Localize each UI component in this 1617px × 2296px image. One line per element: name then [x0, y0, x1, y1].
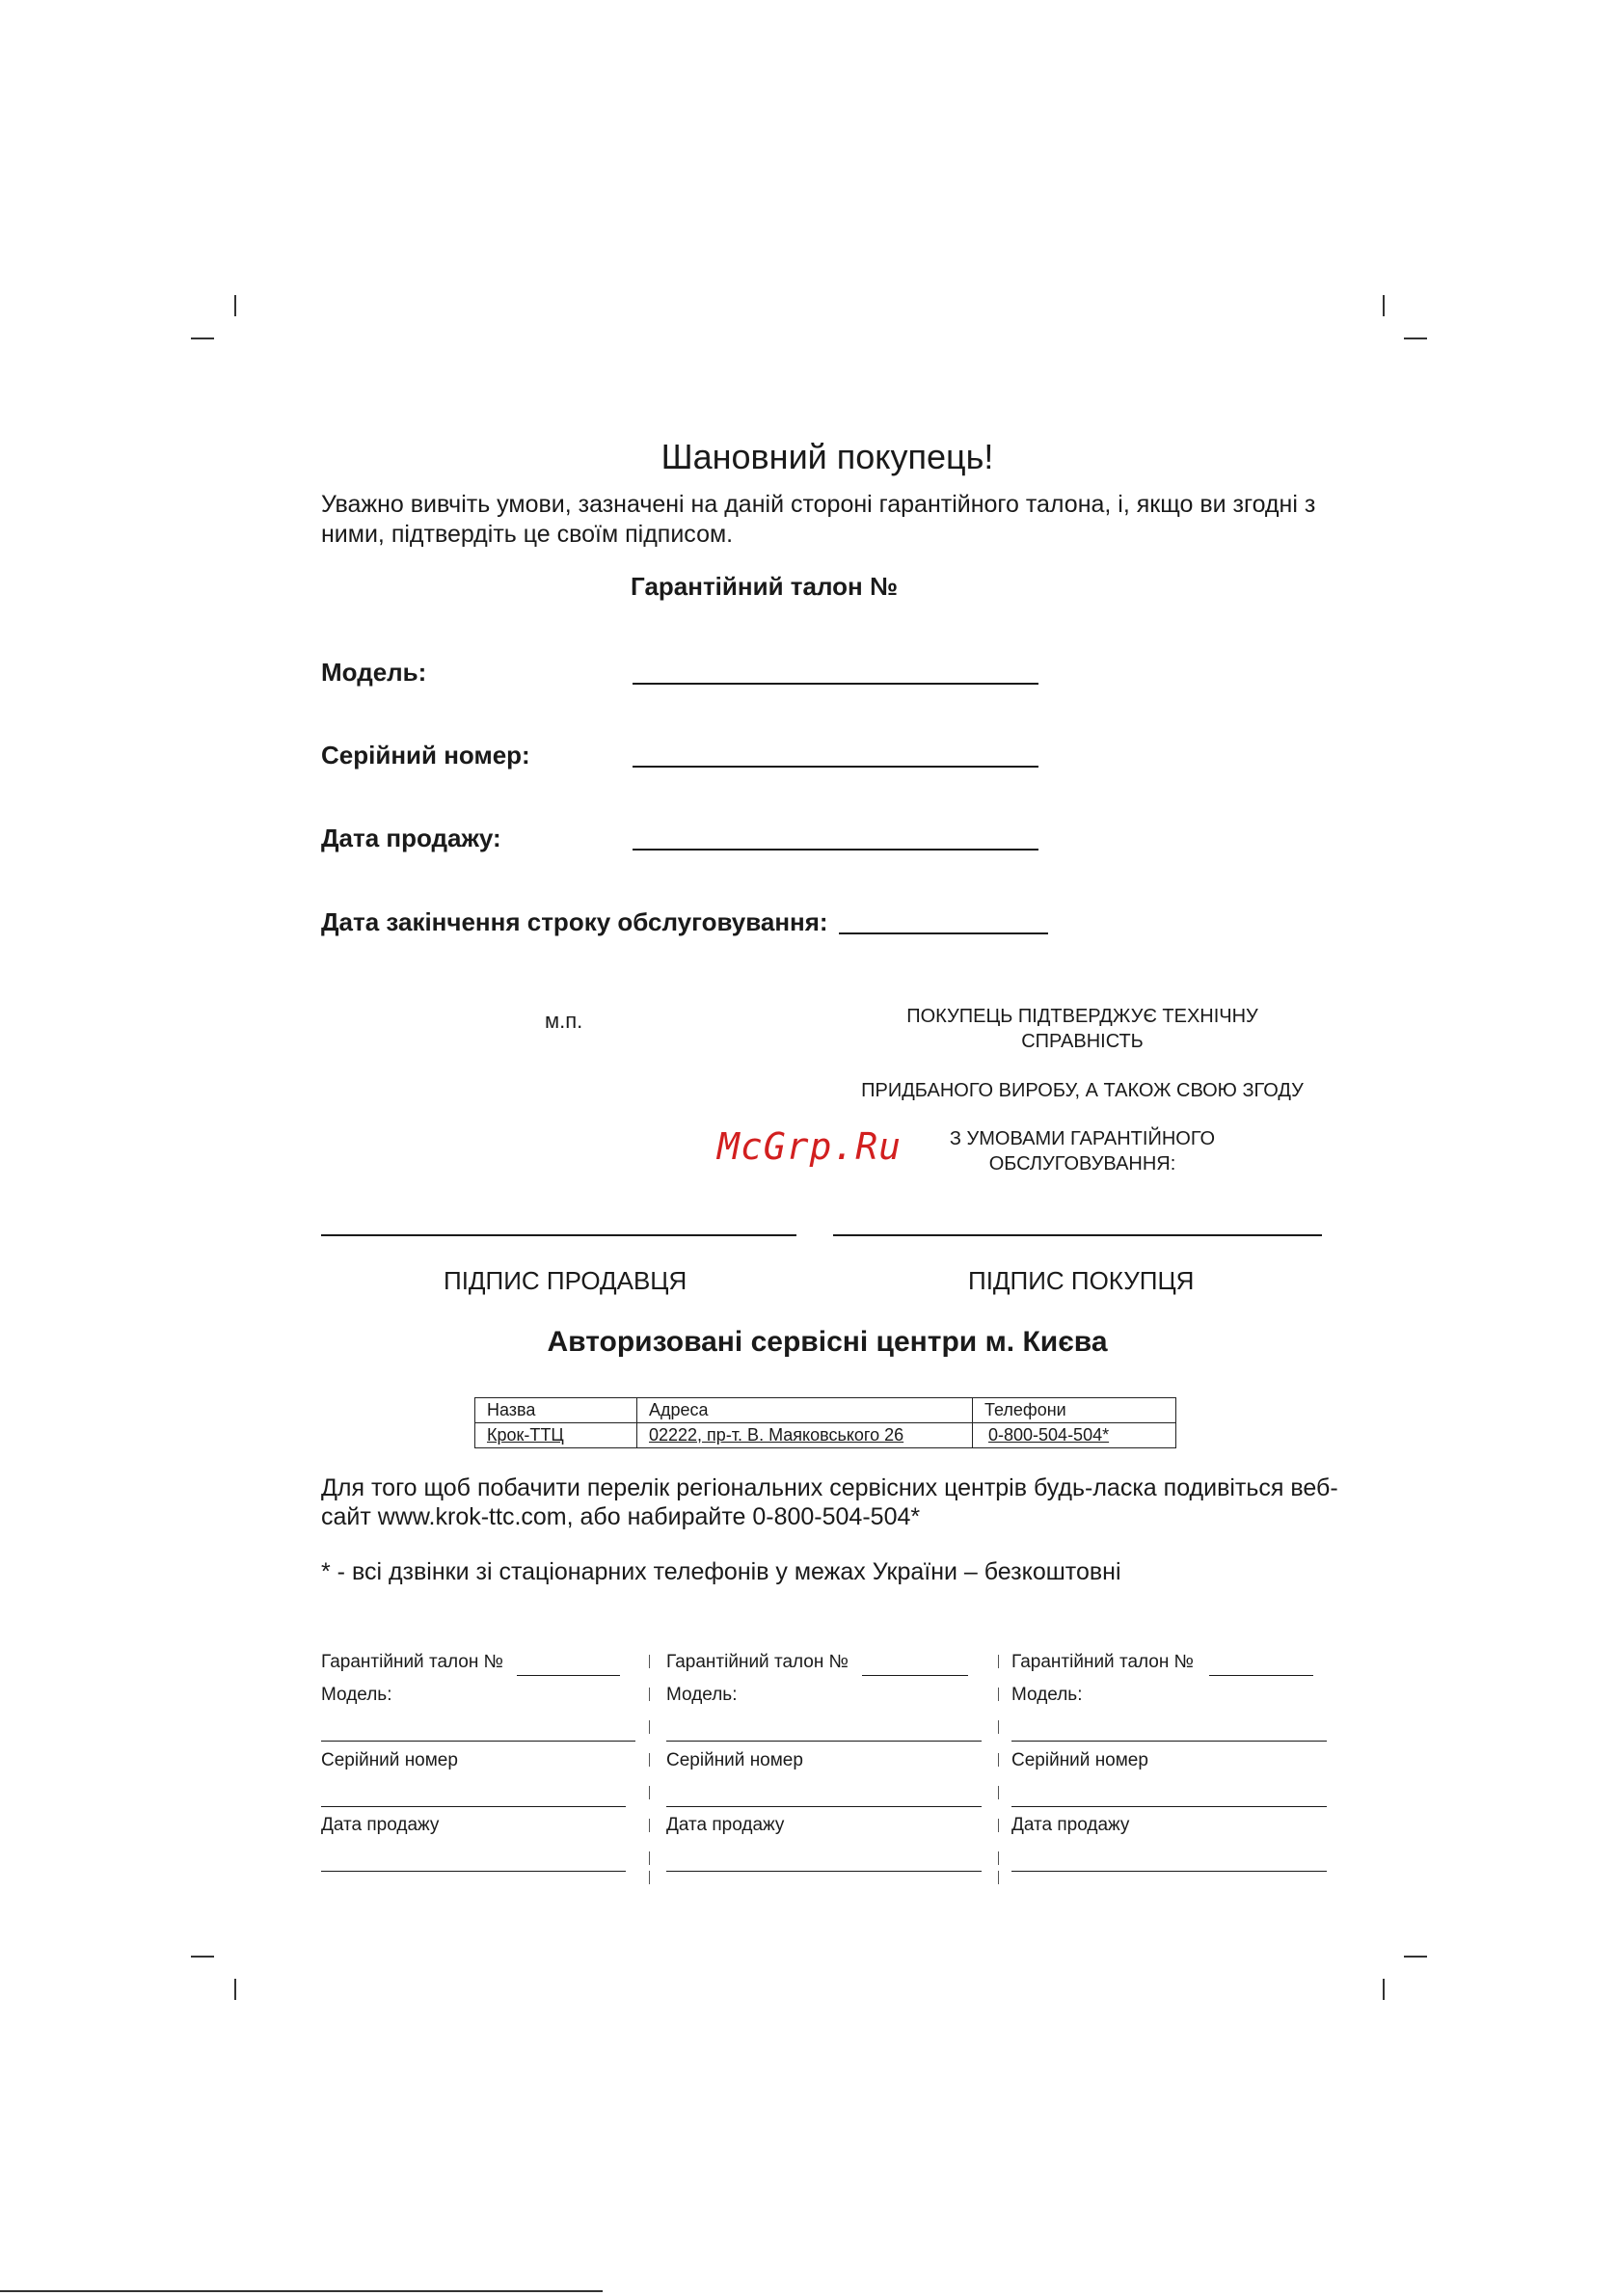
stamp-label: м.п. [545, 1009, 583, 1033]
perforation-tick [649, 1819, 650, 1832]
seller-signature-label: ПІДПИС ПРОДАВЦЯ [444, 1266, 687, 1295]
table-cell[interactable]: Крок-ТТЦ [475, 1423, 637, 1448]
coupon-model-field[interactable] [666, 1741, 982, 1742]
coupon-serial-label: Серійний номер [666, 1750, 803, 1770]
regional-note: Для того щоб побачити перелік регіональних сервісних центрів будь-ласка подивіться веб-сайт www.krok-ttc.com, або набирайте 0-800-504-504* [321, 1474, 1338, 1530]
coupon-head: Гарантійний талон № [1011, 1652, 1195, 1672]
buyer-confirm-line1: ПОКУПЕЦЬ ПІДТВЕРДЖУЄ ТЕХНІЧНУ [906, 1006, 1258, 1027]
table-header-cell: Телефони [973, 1398, 1176, 1423]
sale-date-label: Дата продажу: [321, 824, 501, 852]
coupon-model-field[interactable] [321, 1741, 635, 1742]
coupon-date-field[interactable] [321, 1871, 626, 1872]
perforation-tick [998, 1819, 999, 1832]
coupon-head: Гарантійний талон № [321, 1652, 504, 1672]
perforation-tick [649, 1688, 650, 1701]
bottom-rule [0, 2290, 603, 2292]
crop-mark [191, 338, 214, 339]
watermark-logo: McGrp.Ru [717, 1125, 903, 1168]
table-header-cell: Адреса [637, 1398, 973, 1423]
sale-date-field[interactable] [633, 849, 1038, 851]
coupon-date-label: Дата продажу [666, 1815, 785, 1835]
centers-title: Авторизовані сервісні центри м. Києва [547, 1326, 1108, 1358]
perforation-tick [998, 1786, 999, 1799]
service-end-label: Дата закінчення строку обслуговування: [321, 907, 828, 936]
crop-mark [234, 295, 236, 316]
serial-field[interactable] [633, 766, 1038, 768]
coupon-serial-field[interactable] [1011, 1806, 1327, 1807]
buyer-signature-label: ПІДПИС ПОКУПЦЯ [968, 1266, 1195, 1295]
perforation-tick [998, 1851, 999, 1865]
perforation-tick [649, 1871, 650, 1884]
coupon-serial-field[interactable] [666, 1806, 982, 1807]
coupon-model-field[interactable] [1011, 1741, 1327, 1742]
coupon-date-field[interactable] [666, 1871, 982, 1872]
perforation-tick [649, 1753, 650, 1767]
coupon-number-field[interactable] [862, 1675, 968, 1676]
perforation-tick [649, 1786, 650, 1799]
perforation-tick [649, 1720, 650, 1734]
table-row [475, 1423, 1176, 1448]
free-calls-note: * - всі дзвінки зі стаціонарних телефонів у межах України – безкоштовні [321, 1558, 1121, 1585]
buyer-confirm-line5: ОБСЛУГОВУВАННЯ: [988, 1153, 1176, 1175]
seller-signature-line[interactable] [321, 1234, 796, 1236]
coupon-date-field[interactable] [1011, 1871, 1327, 1872]
coupon-serial-label: Серійний номер [321, 1750, 458, 1770]
page-title: Шановний покупець! [660, 437, 994, 476]
coupon-date-label: Дата продажу [321, 1815, 440, 1835]
coupon [1011, 1652, 1330, 1883]
coupon-date-label: Дата продажу [1011, 1815, 1130, 1835]
table-header-cell: Назва [475, 1398, 637, 1423]
serial-label: Серійний номер: [321, 741, 530, 770]
crop-mark [1404, 1956, 1427, 1958]
coupon-model-label: Модель: [321, 1685, 392, 1705]
crop-mark [1404, 338, 1427, 339]
buyer-confirm-line4: З УМОВАМИ ГАРАНТІЙНОГО [949, 1128, 1216, 1149]
model-field[interactable] [633, 683, 1038, 685]
buyer-confirm-line2: СПРАВНІСТЬ [1021, 1031, 1144, 1052]
crop-mark [234, 1979, 236, 2000]
crop-mark [1383, 1979, 1385, 2000]
intro-text: Уважно вивчіть умови, зазначені на даній стороні гарантійного талона, і, якщо ви згодні з ними, підтвердіть це своїм підписом. [321, 491, 1316, 548]
centers-table [474, 1397, 1176, 1448]
crop-mark [1383, 295, 1385, 316]
coupon [666, 1652, 984, 1883]
perforation-tick [998, 1655, 999, 1668]
perforation-tick [998, 1688, 999, 1701]
coupon-serial-field[interactable] [321, 1806, 626, 1807]
service-end-field[interactable] [839, 932, 1048, 934]
talon-title: Гарантійний талон № [631, 572, 898, 601]
coupon [321, 1652, 639, 1883]
buyer-signature-line[interactable] [833, 1234, 1322, 1236]
coupon-head: Гарантійний талон № [666, 1652, 849, 1672]
coupon-serial-label: Серійний номер [1011, 1750, 1148, 1770]
perforation-tick [998, 1871, 999, 1884]
table-header-row [475, 1398, 1176, 1423]
coupon-model-label: Модель: [1011, 1685, 1083, 1705]
coupon-number-field[interactable] [517, 1675, 620, 1676]
coupon-number-field[interactable] [1209, 1675, 1313, 1676]
perforation-tick [998, 1753, 999, 1767]
perforation-tick [998, 1720, 999, 1734]
model-label: Модель: [321, 658, 427, 687]
perforation-tick [649, 1851, 650, 1865]
table-cell[interactable]: 0-800-504-504* [973, 1423, 1176, 1448]
table-cell[interactable]: 02222, пр-т. В. Маяковського 26 [637, 1423, 973, 1448]
perforation-tick [649, 1655, 650, 1668]
buyer-confirm-line3: ПРИДБАНОГО ВИРОБУ, А ТАКОЖ СВОЮ ЗГОДУ [861, 1080, 1304, 1101]
coupon-model-label: Модель: [666, 1685, 738, 1705]
crop-mark [191, 1956, 214, 1958]
